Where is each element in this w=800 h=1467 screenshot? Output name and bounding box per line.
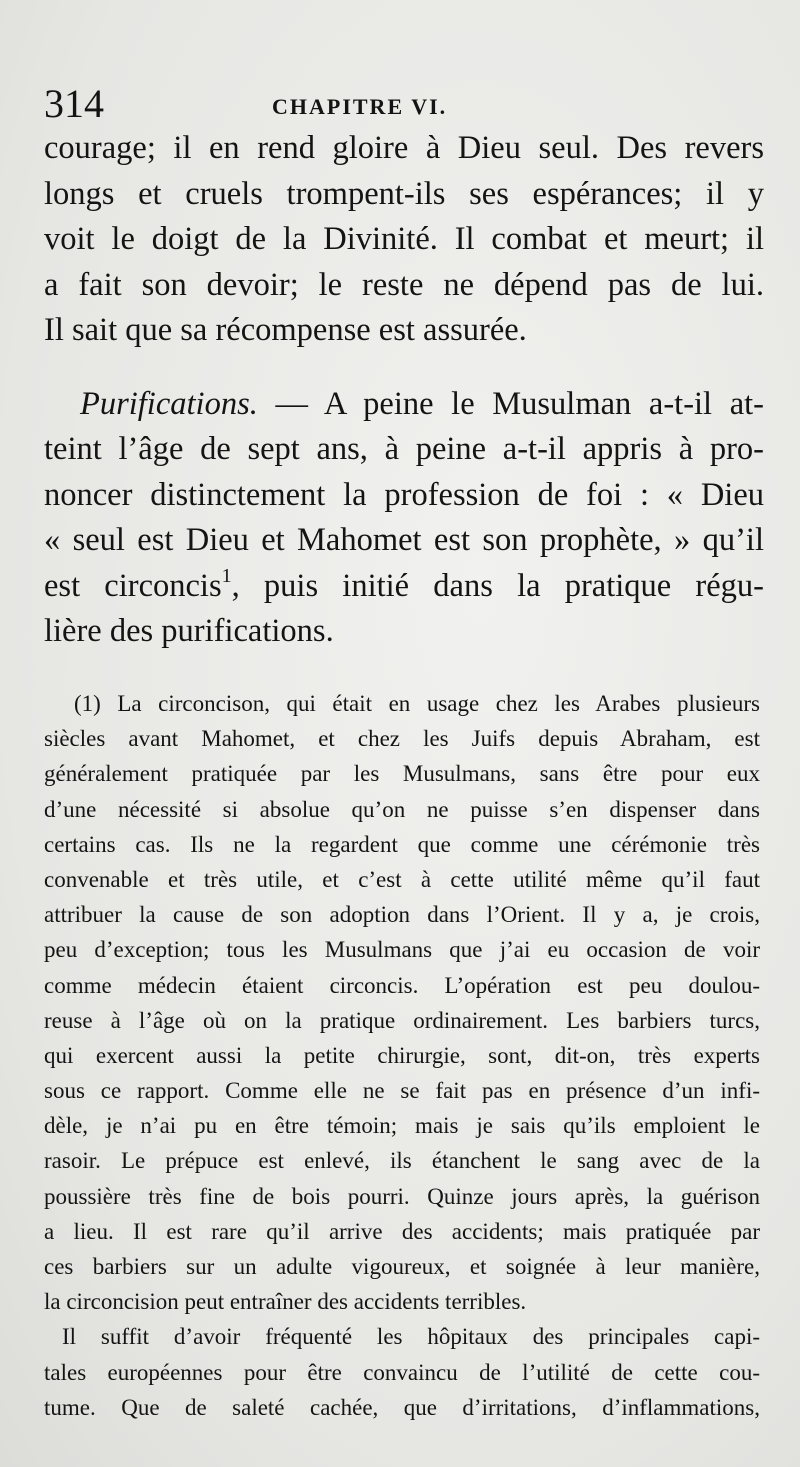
text-line-fragment: — A peine le Musulman a-t-il at- bbox=[275, 385, 765, 422]
running-head bbox=[44, 82, 764, 132]
footnote-line: reuse à l’âge où on la pratique ordinairement. Les barbiers turcs, bbox=[44, 1007, 760, 1033]
footnote-line: tume. Que de saleté cachée, que d’irritations, d’inflammations, bbox=[44, 1394, 760, 1420]
footnote-line: tales européennes pour être convaincu de l’utilité de cette cou- bbox=[44, 1359, 760, 1385]
footnote-line: dèle, je n’ai pu en être témoin; mais je sais qu’ils emploient le bbox=[44, 1113, 760, 1139]
footnote-line: généralement pratiquée par les Musulmans, sans être pour eux bbox=[44, 761, 760, 787]
text-line: courage; il en rend gloire à Dieu seul. Des revers bbox=[44, 130, 764, 166]
text-line-fragment: est circoncis bbox=[44, 567, 222, 604]
paragraph-gap bbox=[44, 354, 764, 382]
text-line: longs et cruels trompent-ils ses espérances; il y bbox=[44, 175, 764, 212]
text-line: teint l’âge de sept ans, à peine a-t-il appris à pro- bbox=[44, 431, 764, 467]
footnote bbox=[44, 686, 760, 1425]
footnote-line: la circoncision peut entraîner des accidents terribles. bbox=[44, 1289, 527, 1315]
text-line-with-note bbox=[44, 564, 764, 610]
text-line: « seul est Dieu et Mahomet est son prophète, » qu’il bbox=[44, 522, 764, 558]
footnote-line: ces barbiers sur un adulte vigoureux, et soignée à leur manière, bbox=[44, 1254, 760, 1279]
text-line: voit le doigt de la Divinité. Il combat et meurt; il bbox=[44, 221, 764, 257]
text-line: Il sait que sa récompense est assurée. bbox=[44, 312, 527, 348]
text-line: noncer distinctement la profession de foi : « Dieu bbox=[44, 476, 764, 513]
footnote-line: (1) La circoncison, qui était en usage chez les Arabes plusieurs bbox=[74, 691, 760, 716]
footnote-line: a lieu. Il est rare qu’il arrive des accidents; mais pratiquée par bbox=[44, 1218, 760, 1244]
section-first-line bbox=[44, 382, 764, 428]
chapter-title: CHAPITRE VI. bbox=[272, 94, 448, 119]
text-line: lière des purifications. bbox=[44, 613, 334, 649]
section-heading: Purifications. bbox=[80, 385, 258, 422]
footnote-line: rasoir. Le prépuce est enlevé, ils étanchent le sang avec de la bbox=[44, 1148, 760, 1174]
footnote-line: certains cas. Ils ne la regardent que comme une cérémonie très bbox=[44, 831, 760, 857]
footnote-line: qui exercent aussi la petite chirurgie, sont, dit-on, très experts bbox=[44, 1042, 760, 1068]
page-number: 314 bbox=[44, 81, 104, 126]
footnote-line: convenable et très utile, et c’est à cette utilité même qu’il faut bbox=[44, 866, 760, 892]
footnote-line: siècles avant Mahomet, et chez les Juifs depuis Abraham, est bbox=[44, 726, 760, 752]
footnote-line: attribuer la cause de son adoption dans l’Orient. Il y a, je crois, bbox=[44, 902, 760, 928]
text-line: a fait son devoir; le reste ne dépend pas de lui. bbox=[44, 266, 764, 303]
footnote-line: poussière très fine de bois pourri. Quinze jours après, la guérison bbox=[44, 1183, 760, 1209]
footnote-line: peu d’exception; tous les Musulmans que j’ai eu occasion de voir bbox=[44, 937, 760, 963]
footnote-reference: 1 bbox=[221, 564, 232, 587]
footnote-line: d’une nécessité si absolue qu’on ne puisse s’en dispenser dans bbox=[44, 796, 760, 822]
main-text bbox=[44, 126, 764, 655]
text-line-fragment: , puis initié dans la pratique régu- bbox=[231, 567, 764, 604]
footnote-line: comme médecin étaient circoncis. L’opération est peu doulou- bbox=[44, 972, 760, 998]
footnote-line: Il suffit d’avoir fréquenté les hôpitaux des principales capi- bbox=[62, 1324, 760, 1350]
footnote-line: sous ce rapport. Comme elle ne se fait pas en présence d’un infi- bbox=[44, 1078, 760, 1104]
